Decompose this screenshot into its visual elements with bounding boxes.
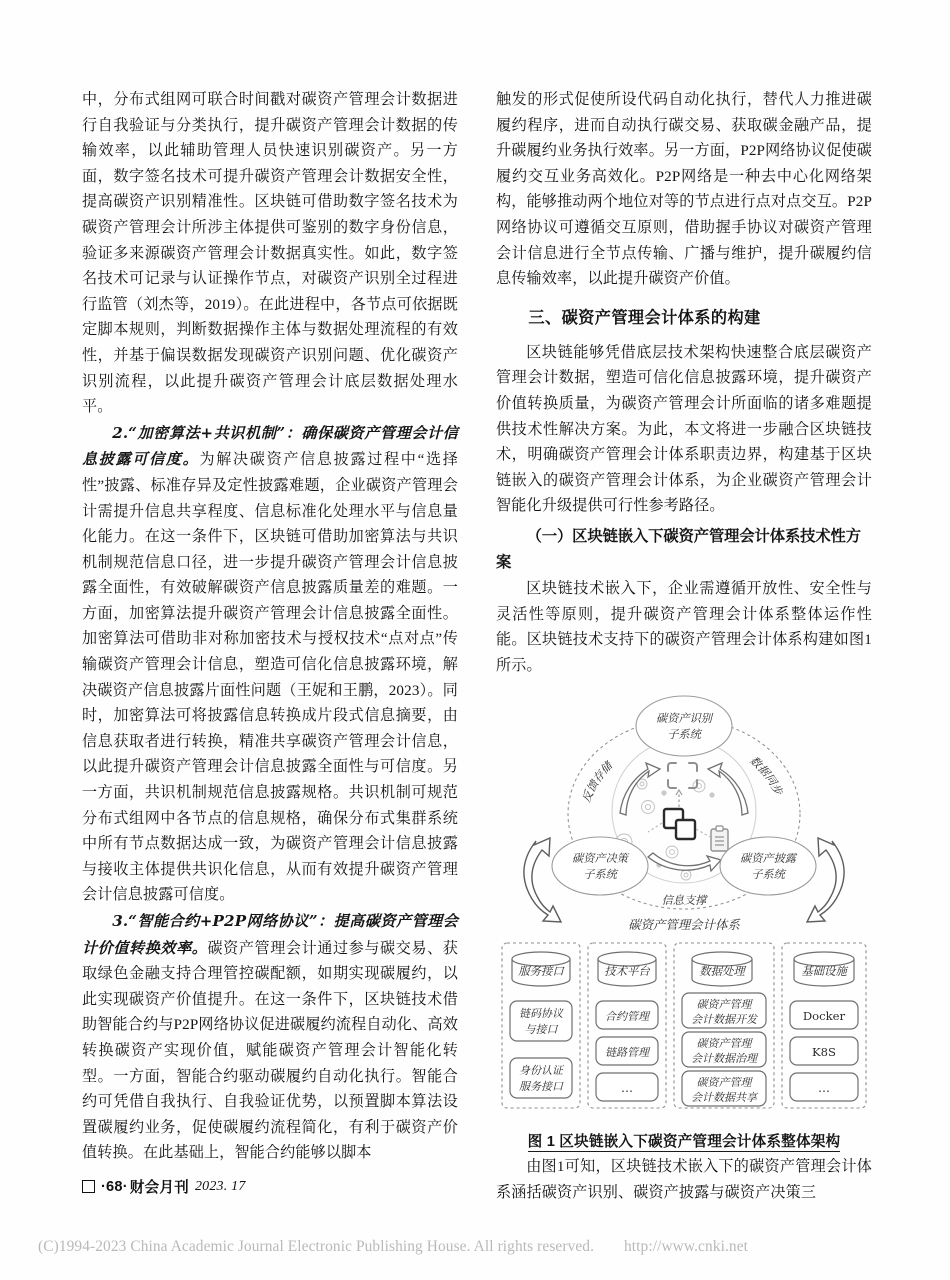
subsystem-decision-line2: 子系统 bbox=[583, 868, 617, 882]
stack-column-infrastructure bbox=[782, 943, 866, 1108]
svg-text:会计数据共享: 会计数据共享 bbox=[691, 1091, 757, 1105]
subsystem-disclosure-line2: 子系统 bbox=[751, 868, 785, 882]
cylinder-header-infra bbox=[794, 952, 854, 986]
figure-1-caption-text: 图 1 区块链嵌入下碳资产管理会计体系整体架构 bbox=[527, 1134, 841, 1151]
subsystem-decision-line1: 碳资产决策 bbox=[572, 852, 628, 866]
subsystem-decision bbox=[552, 837, 648, 895]
document-list-icon bbox=[711, 826, 728, 851]
stack-item-contract-mgmt bbox=[596, 1001, 658, 1029]
svg-text:链码协议: 链码协议 bbox=[519, 1007, 563, 1021]
paragraph-left-3 bbox=[82, 909, 458, 1167]
paragraph-right-3: 区块链技术嵌入下，企业需遵循开放性、安全性与灵活性等原则，提升碳资产管理会计体系整体运作性能。区块链技术支持下的碳资产管理会计体系构建如图1所示。 bbox=[496, 581, 872, 674]
paragraph-left-2-lead: 2.“加密算法+共识机制”：确保碳资产管理会计信息披露可信度。 bbox=[82, 423, 458, 469]
footer-issue: 2023. 17 bbox=[194, 1178, 246, 1194]
figure-1-caption bbox=[496, 1130, 872, 1151]
subsystem-disclosure bbox=[720, 837, 816, 895]
stack-item-chaincode-protocol bbox=[510, 1001, 572, 1041]
paragraph-right-4: 由图1可知，区块链技术嵌入下的碳资产管理会计体系涵括碳资产识别、碳资产披露与碳资产决策三 bbox=[496, 1159, 872, 1202]
paragraph-left-2 bbox=[82, 421, 458, 909]
footer-journal-name: 财会月刊 bbox=[129, 1180, 189, 1196]
blockchain-block-icon bbox=[664, 809, 695, 839]
subsystem-disclosure-line1: 碳资产披露 bbox=[740, 852, 796, 866]
svg-text:碳资产管理: 碳资产管理 bbox=[696, 1076, 752, 1090]
system-label: 碳资产管理会计体系 bbox=[628, 917, 740, 933]
left-column bbox=[82, 88, 458, 1207]
stack-item-docker-label: Docker bbox=[802, 1009, 846, 1024]
stack-item-data-development bbox=[682, 993, 766, 1028]
footer-square-icon bbox=[82, 1180, 95, 1193]
stack-item-k8s bbox=[790, 1037, 858, 1065]
stack-item-docker bbox=[790, 1001, 858, 1029]
footer-page-number: ·68· bbox=[101, 1178, 128, 1195]
stack-column-tech-platform bbox=[588, 943, 666, 1108]
cylinder-header-tech bbox=[598, 952, 656, 986]
paragraph-left-3-lead: 3.“智能合约+P2P网络协议”：提高碳资产管理会计价值转换效率。 bbox=[82, 912, 458, 957]
paragraph-left-2-body: 为解决碳资产信息披露过程中“选择性”披露、标准存异及定性披露难题，企业碳资产管理会计需提升信息共享程度、信息标准化处理水平与信息量化能力。在这一条件下，区块链可借助加密算法与共识机制规范信息口径，进一步提升碳资产管理会计信息披露全面性，有效破解碳资产信息披露质量差的难题。一方面，加密算法提升碳资产管理会计信息披露全面性。加密算法可借助非对称加密技术与授权技术“点对点”传输碳资产管理会计信息，塑造可信化信息披露环境，解决碳资产信息披露片面性问题（王妮和王鹏，2023）。同时，加密算法可将披露信息转换成片段式信息摘要，由信息获取者进行转换，精准共享碳资产管理会计信息，以此提升碳资产管理会计信息披露全面性与可信度。另一方面，共识机制规范信息披露规格。共识机制可规范分布式组网中各节点的信息规格，确保分布式集群系统中所有节点数据达成一致，为碳资产管理会计信息披露与接收主体提供共识化信息，从而有效提升碳资产管理会计信息披露可信度。 bbox=[82, 452, 458, 904]
svg-text:会计数据开发: 会计数据开发 bbox=[691, 1013, 757, 1027]
stack-item-infra-ellipsis bbox=[790, 1073, 858, 1101]
stack-item-link-mgmt bbox=[596, 1037, 658, 1065]
svg-text:身份认证: 身份认证 bbox=[519, 1064, 563, 1078]
link-right-dashed bbox=[696, 829, 710, 837]
paragraph-left-3-body: 碳资产管理会计通过参与碳交易、获取绿色金融支持合理管控碳配额，如期实现碳履约，以此实现碳资产价值提升。在这一条件下，区块链技术借助智能合约与P2P网络协议促进碳履约流程自动化、高效转换碳资产实现价值，赋能碳资产管理会计智能化转型。一方面，智能合约驱动碳履约自动化执行。智能合约可凭借自我执行、自我验证优势，以预置脚本算法设置碳履约业务，促使碳履约流程简化，有利于碳资产价值转换。在此基础上，智能合约能够以脚本 bbox=[82, 940, 458, 1162]
section-heading: 三、碳资产管理会计体系的构建 bbox=[528, 308, 761, 327]
subsection-heading: （一）区块链嵌入下碳资产管理会计体系技术性方案 bbox=[496, 527, 861, 571]
svg-text:合约管理: 合约管理 bbox=[605, 1010, 649, 1024]
arc-label-info-support: 信息支撑 bbox=[661, 894, 707, 908]
svg-text:碳资产管理: 碳资产管理 bbox=[696, 1037, 752, 1051]
link-up-arrow bbox=[676, 790, 682, 795]
stack-item-data-governance bbox=[682, 1032, 766, 1067]
stack-header-infra: 基础设施 bbox=[801, 964, 847, 979]
right-column bbox=[496, 88, 872, 1207]
copyright-url[interactable]: http://www.cnki.net bbox=[624, 1238, 749, 1255]
arc-label-feedback-storage: 反馈存储 bbox=[579, 760, 615, 805]
stack-item-tech-ellipsis bbox=[596, 1073, 658, 1101]
scan-frame-icon bbox=[668, 763, 697, 788]
figure-1-stack bbox=[496, 939, 872, 1124]
arc-label-data-sync: 数据同步 bbox=[747, 754, 785, 798]
subsystem-identify-line1: 碳资产识别 bbox=[656, 712, 712, 726]
paragraph-right-1: 触发的形式促使所设代码自动化执行，替代人力推进碳履约程序，进而自动执行碳交易、获取碳金融产品，提升碳履约业务执行效率。另一方面，P2P网络协议促使碳履约交互业务高效化。P2P网络是一种去中心化网络架构，能够推动两个地位对等的节点进行点对点交互。P2P网络协议可遵循交互原则，借助握手协议对碳资产管理会计信息进行全节点传输、广播与维护，提升碳履约信息传输效率，以此提升碳资产价值。 bbox=[496, 92, 872, 288]
svg-text:…: … bbox=[621, 1081, 633, 1096]
copyright-bar bbox=[38, 1238, 918, 1256]
stack-item-k8s-label: K8S bbox=[812, 1045, 836, 1060]
svg-text:与接口: 与接口 bbox=[524, 1023, 558, 1037]
stack-header-service: 服务接口 bbox=[518, 964, 564, 979]
subsystem-identify bbox=[636, 696, 732, 756]
page-footer bbox=[82, 1176, 246, 1197]
svg-text:链路管理: 链路管理 bbox=[605, 1046, 649, 1060]
copyright-text: (C)1994-2023 China Academic Journal Electronic Publishing House. All rights reserved. bbox=[38, 1238, 595, 1255]
stack-header-data: 数据处理 bbox=[699, 964, 745, 979]
cylinder-header-data bbox=[692, 952, 752, 986]
paragraph-right-2: 区块链能够凭借底层技术架构快速整合底层碳资产管理会计数据，塑造可信化信息披露环境，提升碳资产价值转换质量，为碳资产管理会计所面临的诸多难题提供技术性解决方案。为此，本文将进一步融合区块链技术，明确碳资产管理会计体系职责边界，构建基于区块链嵌入的碳资产管理会计体系，为企业碳资产管理会计智能化升级提供可行性参考路径。 bbox=[496, 344, 872, 515]
svg-text:会计数据治理: 会计数据治理 bbox=[691, 1052, 757, 1066]
stack-item-data-sharing bbox=[682, 1071, 766, 1106]
svg-text:碳资产管理: 碳资产管理 bbox=[696, 998, 752, 1012]
stack-column-service-interface bbox=[502, 943, 580, 1108]
paragraph-left-1: 中，分布式组网可联合时间戳对碳资产管理会计数据进行自我验证与分类执行，提升碳资产管理会计数据的传输效率，以此辅助管理人员快速识别碳资产。另一方面，数字签名技术可提升碳资产管理会计数据安全性，提高碳资产识别精准性。区块链可借助数字签名技术为碳资产管理会计所涉主体提供可鉴别的数字身份信息，验证多来源碳资产管理会计数据真实性。如此，数字签名技术可记录与认证操作节点，对碳资产识别全过程进行监管（刘杰等，2019）。在此进程中，各节点可依据既定脚本规则，判断数据操作主体与数据处理流程的有效性，并基于偏误数据发现碳资产识别问题、优化碳资产识别流程，以此提升碳资产管理会计底层数据处理水平。 bbox=[82, 92, 458, 416]
stack-item-identity-auth-service bbox=[510, 1058, 572, 1098]
figure-1-diagram bbox=[496, 689, 872, 937]
stack-column-data-processing bbox=[674, 943, 774, 1108]
cylinder-header-service bbox=[512, 952, 570, 986]
svg-text:…: … bbox=[818, 1081, 830, 1096]
figure-1 bbox=[496, 689, 872, 1151]
stack-header-tech: 技术平台 bbox=[604, 964, 650, 979]
subsystem-identify-line2: 子系统 bbox=[667, 728, 701, 742]
svg-text:服务接口: 服务接口 bbox=[519, 1080, 563, 1094]
page-columns bbox=[82, 88, 872, 1207]
link-left-dashed bbox=[648, 823, 662, 832]
